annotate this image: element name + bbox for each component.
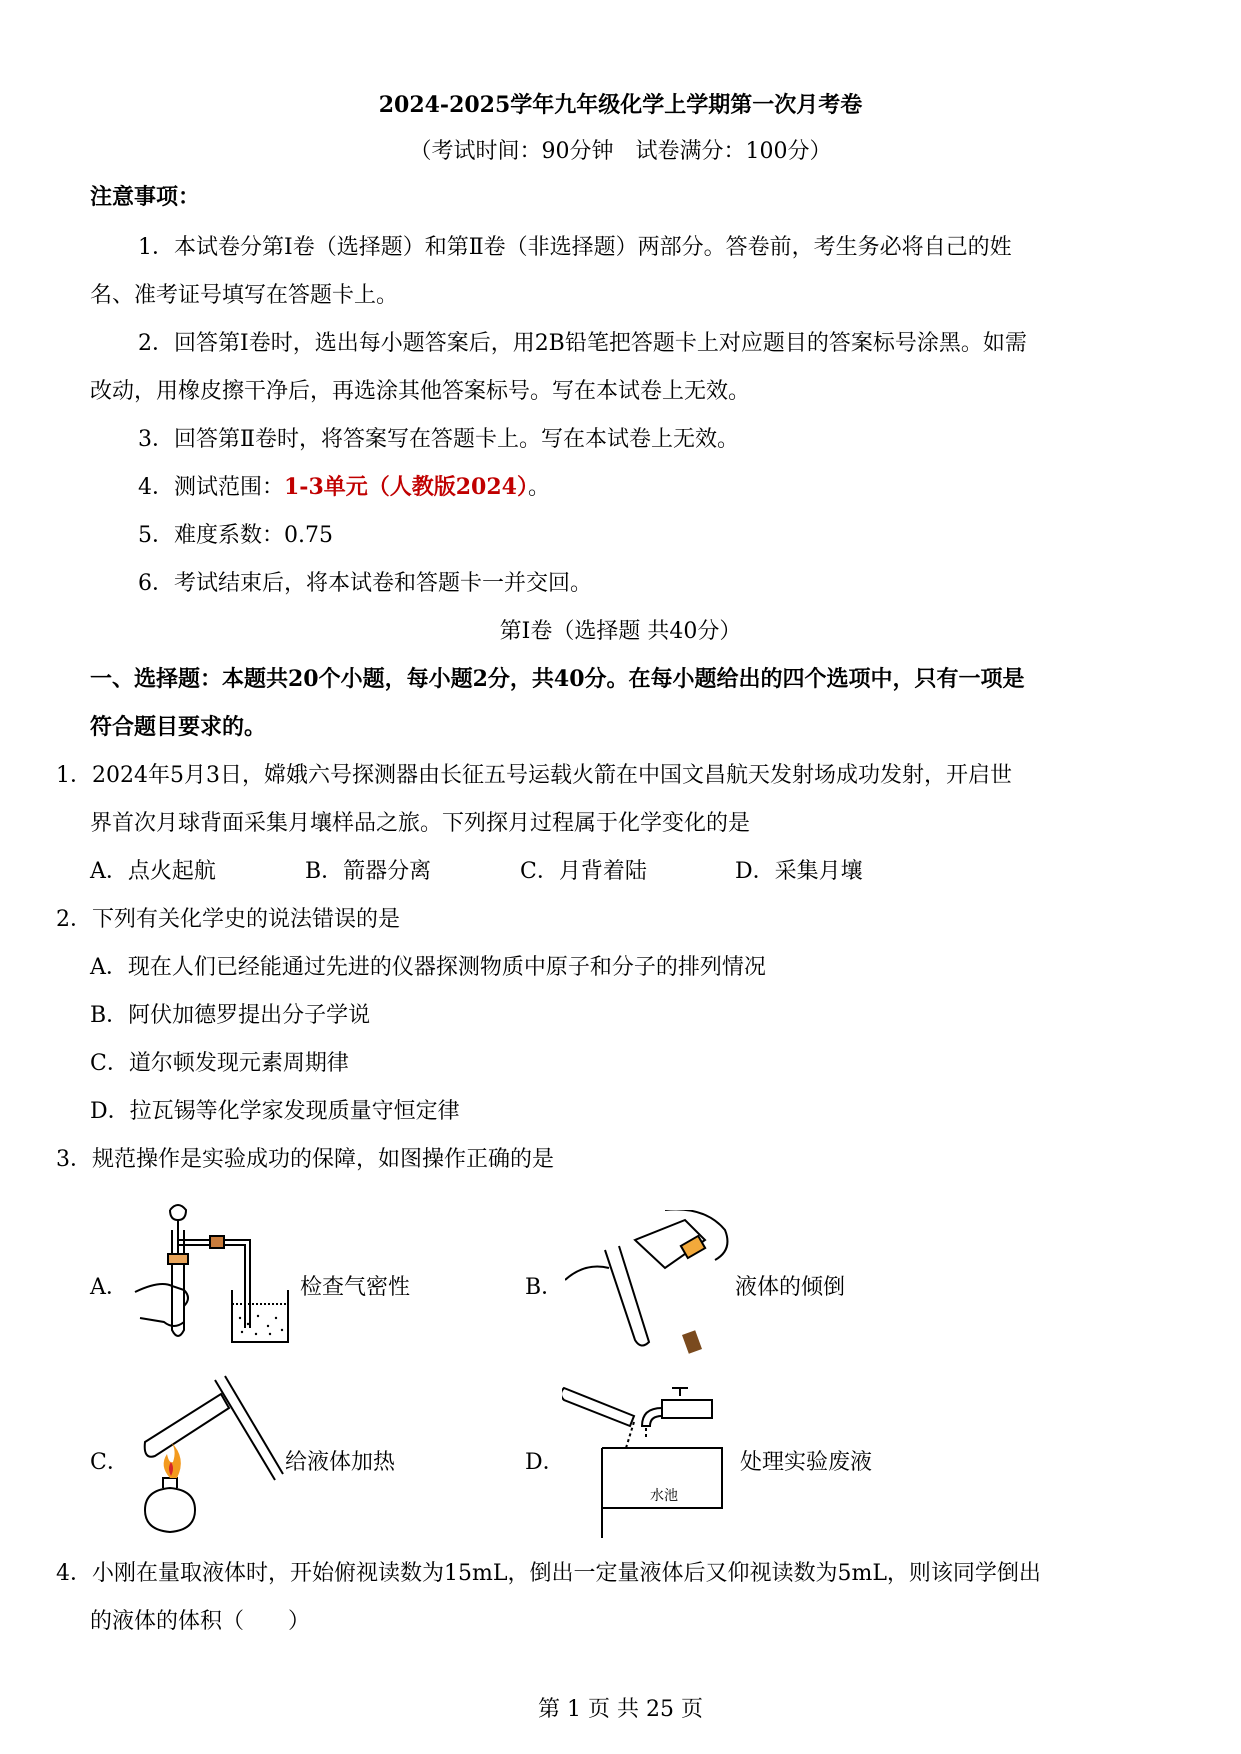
- q3-option-b-label: 液体的倾倒: [735, 1275, 846, 1300]
- pouring-liquid-figure: [565, 1210, 735, 1360]
- q3-option-b-letter: B．: [525, 1275, 564, 1300]
- q3-option-d-letter: D．: [525, 1450, 565, 1475]
- q2-option-a: A．现在人们已经能通过先进的仪器探测物质中原子和分子的排列情况: [90, 955, 766, 980]
- q2-option-b: B．阿伏加德罗提出分子学说: [90, 1003, 371, 1028]
- note-item-4-suffix: 。: [527, 475, 550, 500]
- part-instructions-line1: 一、选择题：本题共20个小题，每小题2分，共40分。在每小题给出的四个选项中，只有一项是: [90, 666, 1025, 692]
- q3-stem: 3．规范操作是实验成功的保障，如图操作正确的是: [56, 1147, 554, 1172]
- page-footer: 第 1 页 共 25 页: [538, 1697, 703, 1722]
- note-item-6: 6．考试结束后，将本试卷和答题卡一并交回。: [138, 571, 592, 596]
- q2-option-d: D．拉瓦锡等化学家发现质量守恒定律: [90, 1099, 460, 1124]
- q1-stem-line2: 界首次月球背面采集月壤样品之旅。下列探月过程属于化学变化的是: [90, 811, 751, 836]
- heating-liquid-figure: [125, 1370, 285, 1545]
- q3-option-a-letter: A．: [90, 1275, 128, 1300]
- note-item-4: [138, 470, 550, 501]
- exam-subtitle: （考试时间：90分钟 试卷满分：100分）: [409, 139, 832, 164]
- part-instructions-line2: 符合题目要求的。: [90, 714, 267, 740]
- test-scope-highlight: 1-3单元（人教版2024）: [284, 474, 528, 500]
- sink-label: 水池: [650, 1488, 678, 1504]
- q2-option-c: C．道尔顿发现元素周期律: [90, 1051, 349, 1076]
- q2-stem: 2．下列有关化学史的说法错误的是: [56, 907, 400, 932]
- airtightness-check-figure: [130, 1200, 290, 1350]
- q4-stem-line2: 的液体的体积（ ）: [90, 1609, 311, 1634]
- note-item-2-line1: 2．回答第Ⅰ卷时，选出每小题答案后，用2B铅笔把答题卡上对应题目的答案标号涂黑。如需: [138, 331, 1027, 356]
- q1-stem-line1: 1．2024年5月3日，嫦娥六号探测器由长征五号运载火箭在中国文昌航天发射场成功发射，开启世: [56, 763, 1012, 788]
- q3-option-d-label: 处理实验废液: [740, 1450, 873, 1475]
- q3-option-c-label: 给液体加热: [285, 1450, 396, 1475]
- note-item-5: 5．难度系数：0.75: [138, 523, 333, 548]
- q4-stem-line1: 4．小刚在量取液体时，开始俯视读数为15mL，倒出一定量液体后又仰视读数为5mL，则该同学倒出: [56, 1561, 1041, 1586]
- q3-option-a-label: 检查气密性: [300, 1275, 411, 1300]
- note-item-1-line2: 名、准考证号填写在答题卡上。: [90, 283, 399, 308]
- note-item-4-prefix: 4．测试范围：: [138, 475, 284, 500]
- note-item-2-line2: 改动，用橡皮擦干净后，再选涂其他答案标号。写在本试卷上无效。: [90, 379, 751, 404]
- waste-disposal-figure: [562, 1378, 742, 1543]
- q3-option-c-letter: C．: [90, 1450, 129, 1475]
- note-item-3: 3．回答第Ⅱ卷时，将答案写在答题卡上。写在本试卷上无效。: [138, 427, 739, 452]
- note-item-1-line1: 1．本试卷分第Ⅰ卷（选择题）和第Ⅱ卷（非选择题）两部分。答卷前，考生务必将自己的姓: [138, 235, 1012, 260]
- q1-option-b: B．箭器分离: [305, 859, 432, 884]
- exam-title: 2024-2025学年九年级化学上学期第一次月考卷: [378, 92, 863, 118]
- q1-option-a: A．点火起航: [90, 859, 216, 884]
- notes-heading: 注意事项：: [90, 184, 201, 210]
- volume-title: 第Ⅰ卷（选择题 共40分）: [499, 619, 742, 644]
- q1-option-c: C．月背着陆: [520, 859, 647, 884]
- q1-option-d: D．采集月壤: [735, 859, 863, 884]
